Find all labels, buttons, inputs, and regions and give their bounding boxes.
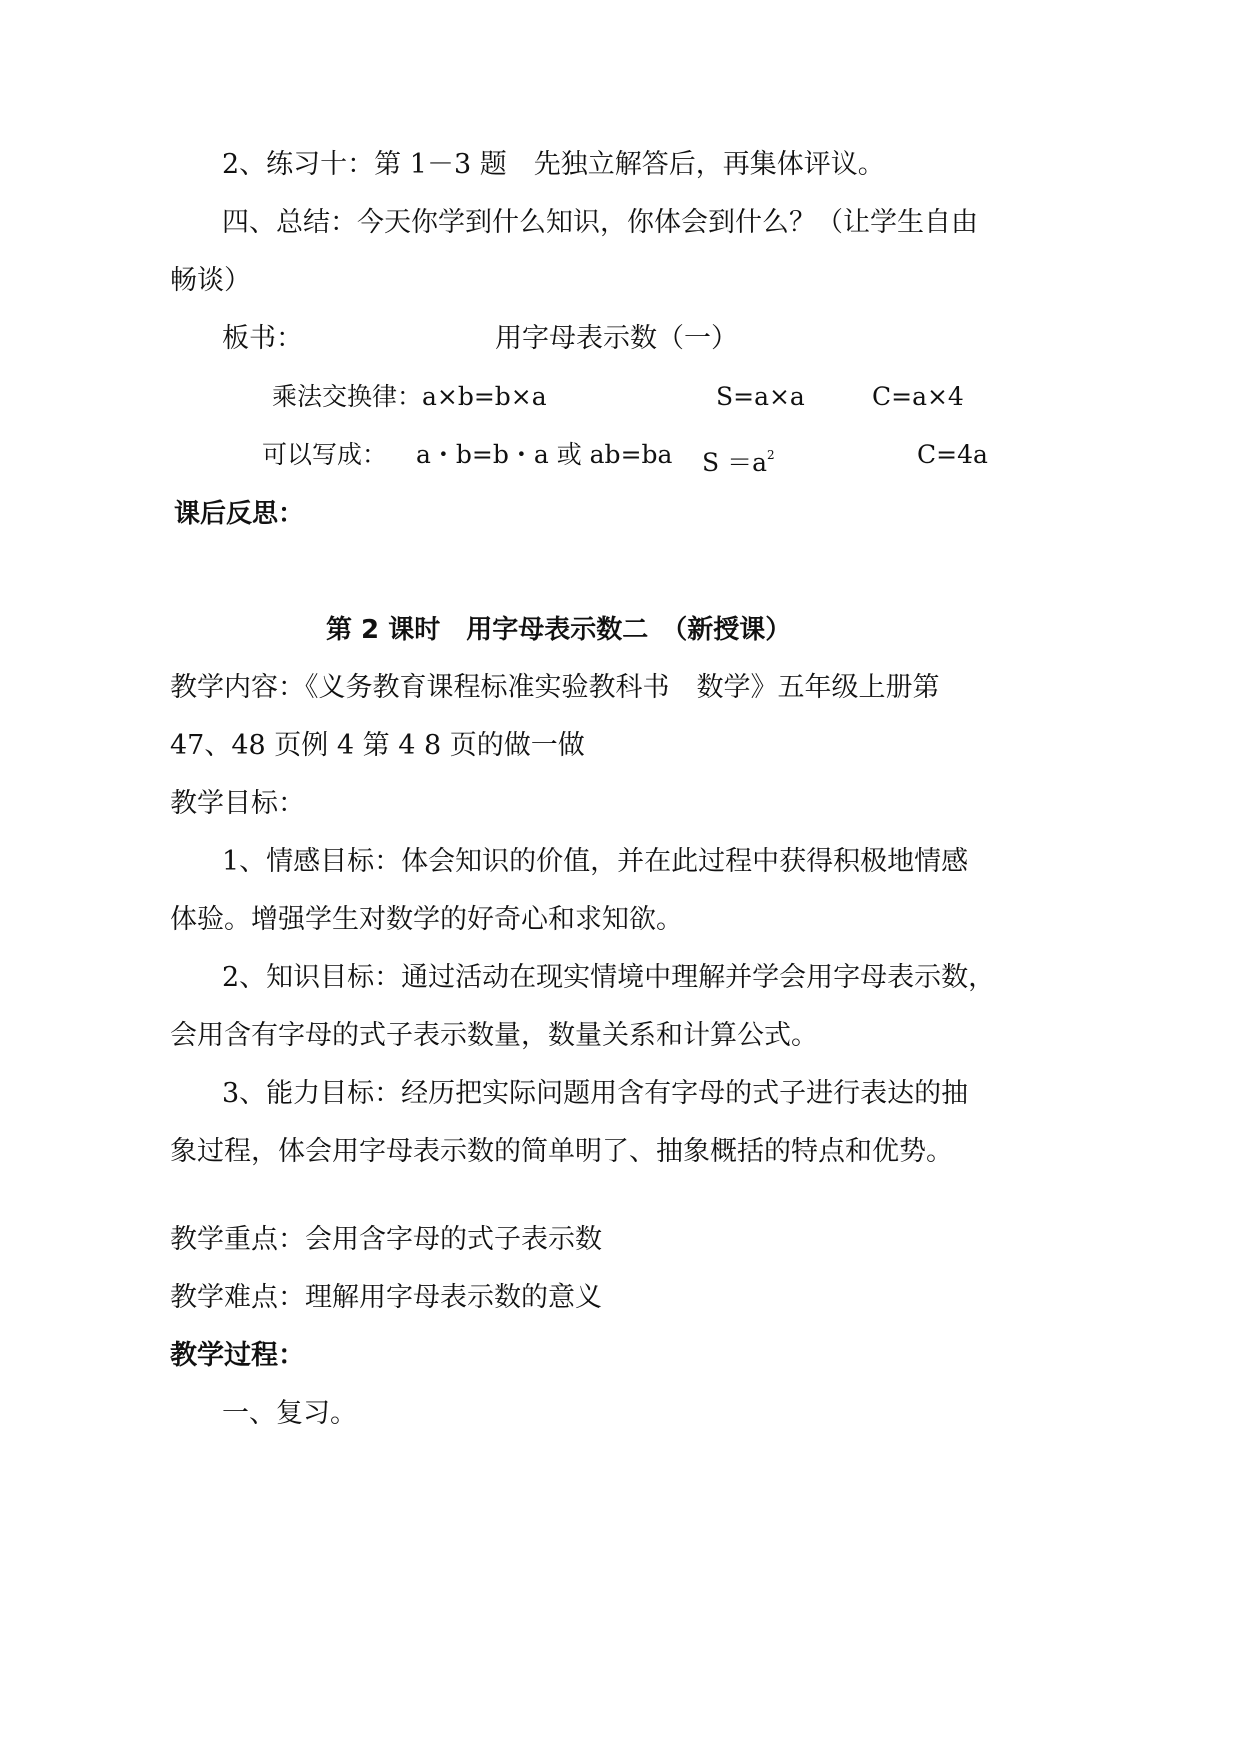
goal-3-cont: 象过程，体会用字母表示数的简单明了、抽象概括的特点和优势。 xyxy=(170,1136,953,1167)
goal-1: 1、情感目标：体会知识的价值，并在此过程中获得积极地情感 xyxy=(222,846,969,877)
goal-3: 3、能力目标：经历把实际问题用含有字母的式子进行表达的抽 xyxy=(222,1078,969,1109)
board-row1-label: 乘法交换律：a×b=b×a xyxy=(272,382,547,411)
board-title: 用字母表示数（一） xyxy=(495,323,738,354)
board-label: 板书： xyxy=(222,323,303,354)
board-row2-perimeter: C=4a xyxy=(917,440,988,469)
summary-line-cont: 畅谈） xyxy=(170,265,251,296)
key-point: 教学重点：会用含字母的式子表示数 xyxy=(170,1224,602,1255)
board-row2-label: 可以写成： xyxy=(262,440,388,469)
review-heading: 一、复习。 xyxy=(222,1398,357,1429)
goal-2: 2、知识目标：通过活动在现实情境中理解并学会用字母表示数， xyxy=(222,962,996,993)
goal-1-cont: 体验。增强学生对数学的好奇心和求知欲。 xyxy=(170,904,683,935)
area-exponent: 2 xyxy=(766,448,775,462)
reflection-heading: 课后反思： xyxy=(174,499,305,529)
board-row1-perimeter: C=a×4 xyxy=(872,382,964,411)
difficult-point: 教学难点：理解用字母表示数的意义 xyxy=(170,1282,602,1313)
board-row2-area: $S =a^2$ xyxy=(702,448,775,477)
goals-heading: 教学目标： xyxy=(170,788,305,819)
teaching-content-cont: 47、48 页例 4 第 4 8 页的做一做 xyxy=(170,730,585,761)
board-row1-area: S=a×a xyxy=(716,382,805,411)
process-heading: 教学过程： xyxy=(170,1340,305,1371)
exercise-line: 2、练习十：第 1－3 题 先独立解答后，再集体评议。 xyxy=(222,149,885,180)
board-row2-expr: a・b=b・a 或 ab=ba xyxy=(416,440,673,469)
lesson-title: 第 2 课时 用字母表示数二 （新授课） xyxy=(326,615,792,645)
summary-line: 四、总结：今天你学到什么知识，你体会到什么？（让学生自由 xyxy=(222,207,978,238)
teaching-content: 教学内容：《义务教育课程标准实验教科书 数学》五年级上册第 xyxy=(170,672,940,703)
goal-2-cont: 会用含有字母的式子表示数量，数量关系和计算公式。 xyxy=(170,1020,818,1051)
